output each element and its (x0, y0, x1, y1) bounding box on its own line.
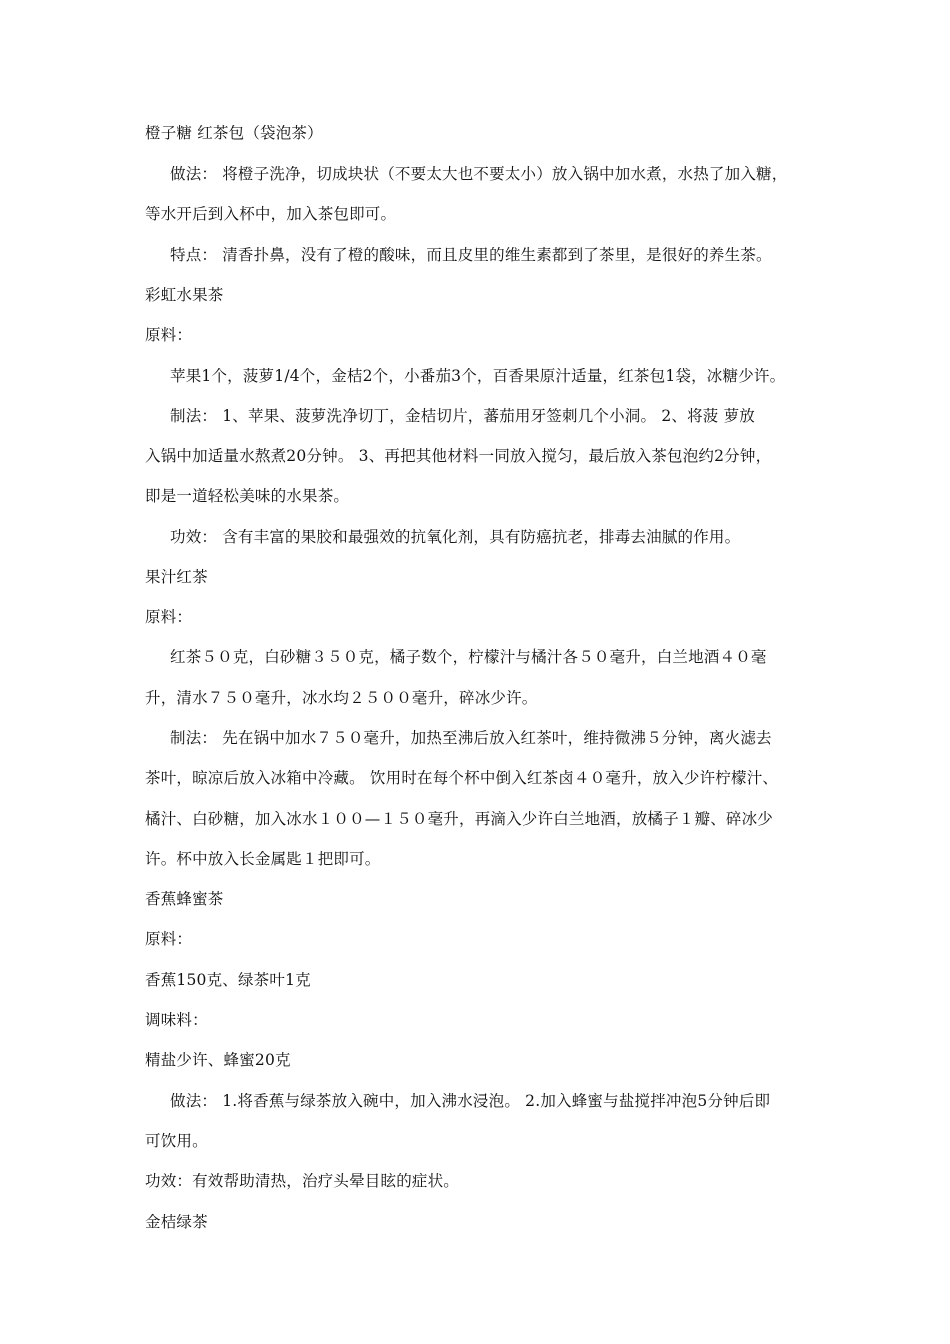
ingredients-label: 原料： (145, 326, 193, 344)
preparation-text-cont: 茶叶，晾凉后放入冰箱中冷藏。 饮用时在每个杯中倒入红茶卤４０毫升，放入少许柠檬汁、 (145, 769, 779, 787)
seasoning-label: 调味料： (145, 1011, 208, 1029)
effect-text: 功效： 含有丰富的果胶和最强效的抗氧化剂，具有防癌抗老，排毒去油腻的作用。 (170, 528, 741, 546)
preparation-text-cont: 橘汁、白砂糖，加入冰水１００—１５０毫升，再滴入少许白兰地酒，放橘子１瓣、碎冰少 (145, 810, 774, 828)
preparation-text-cont: 许。杯中放入长金属匙１把即可。 (145, 850, 381, 868)
method-text-cont: 可饮用。 (145, 1132, 208, 1150)
seasoning-text: 精盐少许、蜂蜜20克 (145, 1051, 291, 1069)
ingredients-label: 原料： (145, 930, 193, 948)
title-orange-candy-tea: 橙子糖 红茶包（袋泡茶） (145, 124, 323, 142)
preparation-text: 制法： 先在锅中加水７５０毫升，加热至沸后放入红茶叶，维持微沸５分钟，离火滤去 (170, 729, 772, 747)
ingredients-text: 红茶５０克，白砂糖３５０克，橘子数个，柠檬汁与橘汁各５０毫升，白兰地酒４０毫 (170, 648, 767, 666)
effect-text: 功效：有效帮助清热，治疗头晕目眩的症状。 (145, 1172, 460, 1190)
preparation-text: 制法： 1、苹果、菠萝洗净切丁，金桔切片，蕃茄用牙签刺几个小洞。 2、将菠 萝放 (170, 407, 756, 425)
ingredients-text: 苹果1个，菠萝1/4个，金桔2个，小番茄3个，百香果原汁适量，红茶包1袋，冰糖少许。 (170, 367, 786, 385)
title-banana-honey-tea: 香蕉蜂蜜茶 (145, 890, 224, 908)
preparation-text-cont: 即是一道轻松美味的水果茶。 (145, 487, 350, 505)
title-juice-black-tea: 果汁红茶 (145, 568, 208, 586)
ingredients-text-cont: 升，清水７５０毫升，冰水均２５００毫升，碎冰少许。 (145, 689, 538, 707)
title-rainbow-fruit-tea: 彩虹水果茶 (145, 286, 224, 304)
title-kumquat-green-tea: 金桔绿茶 (145, 1213, 208, 1231)
method-text: 做法： 将橙子洗净，切成块状（不要太大也不要太小）放入锅中加水煮，水热了加入糖， (170, 165, 788, 183)
method-text: 做法： 1.将香蕉与绿茶放入碗中，加入沸水浸泡。 2.加入蜂蜜与盐搅拌冲泡5分钟后即 (170, 1092, 771, 1110)
feature-text: 特点： 清香扑鼻，没有了橙的酸味，而且皮里的维生素都到了茶里，是很好的养生茶。 (170, 246, 772, 264)
ingredients-text: 香蕉150克、绿茶叶1克 (145, 971, 311, 989)
preparation-text-cont: 入锅中加适量水熬煮20分钟。 3、再把其他材料一同放入搅匀，最后放入茶包泡约2分钟， (145, 447, 772, 465)
method-text-cont: 等水开后到入杯中，加入茶包即可。 (145, 205, 397, 223)
ingredients-label: 原料： (145, 608, 193, 626)
